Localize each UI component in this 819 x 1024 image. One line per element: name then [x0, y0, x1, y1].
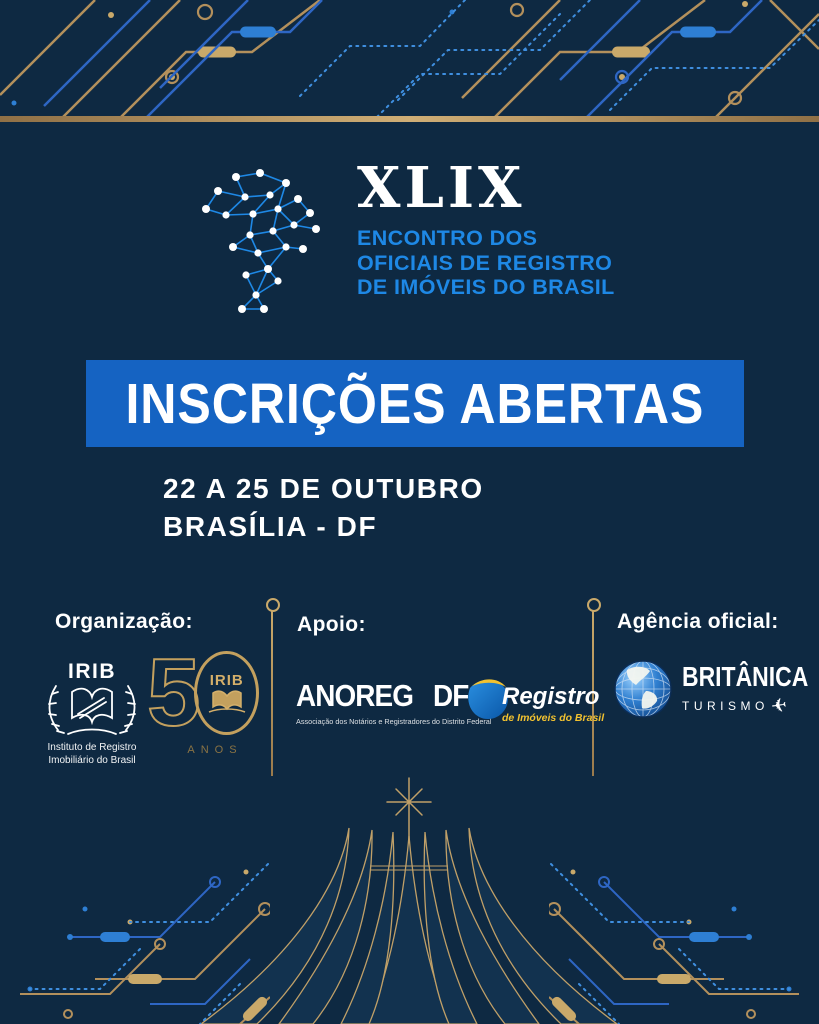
event-dates: 22 A 25 DE OUTUBRO: [163, 473, 484, 504]
anoreg-name: ANOREG: [296, 678, 414, 713]
section-agencia: [617, 610, 807, 634]
banner-label: INSCRIÇÕES ABERTAS: [125, 371, 705, 436]
anoreg-suffix: DF: [433, 678, 469, 713]
registro-name: Registro: [502, 682, 600, 710]
apoio-heading: Apoio:: [297, 613, 366, 636]
event-info: [163, 470, 484, 546]
fifty-digit: 5: [147, 639, 201, 746]
event-location: BRASÍLIA - DF: [163, 511, 378, 542]
registration-banner: [86, 360, 739, 447]
irib-tagline: Instituto de Registro Imobiliário do Brasil: [47, 742, 137, 766]
fifty-ring-label: IRIB: [209, 671, 244, 689]
britanica-globe-icon: [612, 658, 674, 720]
agencia-heading: Agência oficial:: [617, 610, 779, 633]
banner-body: [86, 360, 744, 447]
fifty-anos-label: ANOS: [187, 744, 243, 756]
event-subtitle-line-3: DE IMÓVEIS DO BRASIL: [357, 275, 615, 299]
event-subtitle-line-2: OFICIAIS DE REGISTRO: [357, 250, 613, 275]
section-apoio: [297, 613, 587, 637]
registro-logo: [462, 674, 604, 726]
gold-divider-bar: [0, 116, 819, 122]
irib-laurel-book-icon: [42, 684, 142, 738]
section-organizacao: [55, 610, 265, 634]
brazil-network-logo: [198, 167, 338, 317]
bottom-right-circuit-graphic: [549, 854, 819, 1024]
britanica-logo: [612, 658, 819, 720]
anoreg-logo: [296, 678, 492, 726]
fifty-ring: [194, 651, 259, 735]
anoreg-tagline: Associação dos Notários e Registradores do Distrito Federal: [296, 717, 492, 726]
event-subtitle: [357, 226, 615, 300]
fifty-anos-logo: [147, 639, 259, 756]
event-subtitle-line-1: ENCONTRO DOS: [357, 226, 538, 250]
divider-line-1: [271, 610, 273, 776]
fifty-book-icon: [205, 689, 249, 715]
divider-knob-2: [587, 598, 601, 612]
event-number: XLIX: [357, 155, 526, 221]
britanica-subtitle: TURISMO: [682, 699, 769, 713]
bottom-left-circuit-graphic: [0, 854, 270, 1024]
irib-logo-name: IRIB: [68, 660, 116, 683]
irib-logo: [42, 660, 142, 767]
organizacao-heading: Organização:: [55, 610, 193, 633]
top-circuit-graphic: [0, 0, 819, 122]
event-title-block: [357, 155, 615, 300]
divider-knob-1: [266, 598, 280, 612]
plane-icon: ✈: [769, 694, 789, 718]
britanica-name: BRITÂNICA: [682, 660, 809, 692]
registro-tagline: de Imóveis do Brasil: [502, 711, 605, 724]
